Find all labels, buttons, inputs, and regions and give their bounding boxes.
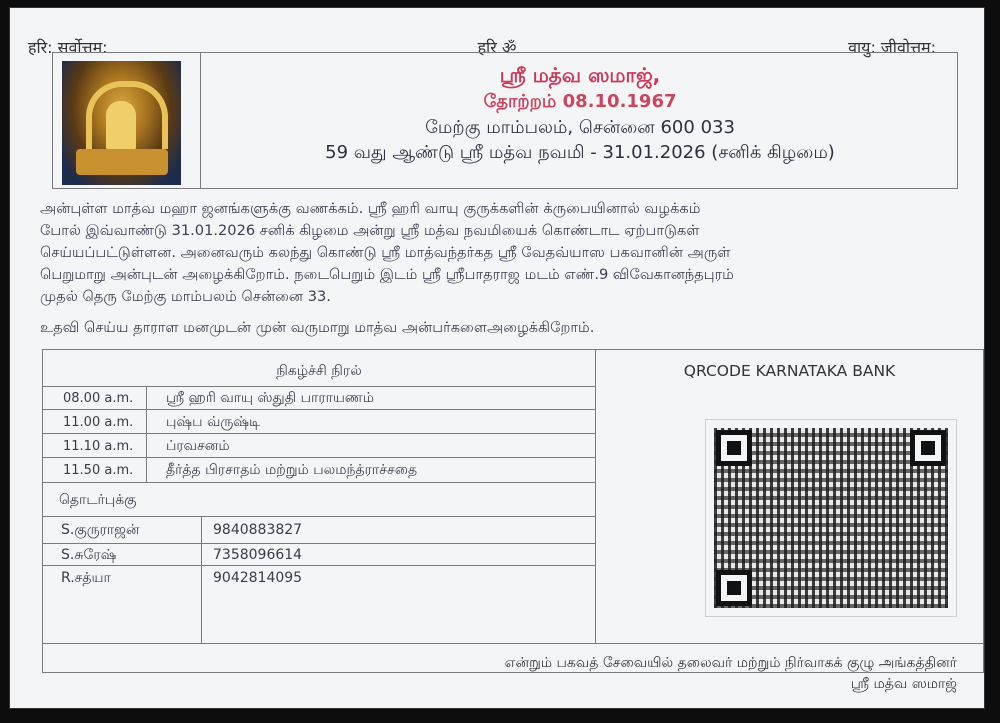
paragraph-line: போல் இவ்வாண்டு 31.01.2026 சனிக் கிழமை அன்று ஸ்ரீ மத்வ நவமியைக் கொண்டாட ஏற்பாடுகள் [40, 222, 700, 239]
footer-line: என்றும் பகவத் சேவையில் தலைவர் மற்றும் நிர்வாகக் குழு அங்கத்தினர் [504, 655, 957, 671]
contact-phone: 9840883827 [213, 522, 303, 538]
contacts-title: தொடர்புக்கு [59, 492, 137, 508]
header-center: हरि ॐ [477, 38, 517, 57]
paragraph-line: முதல் தெரு மேற்கு மாம்பலம் சென்னை 33. [40, 288, 331, 305]
footer-signature: ஸ்ரீ மத்வ ஸமாஜ் [850, 676, 957, 692]
appeal-text: உதவி செய்ய தாராள மனமுடன் முன் வருமாறு மாத்வ அன்பர்களைஅழைக்கிறோம். [40, 319, 595, 336]
contact-name: S.குருராஜன் [61, 522, 140, 538]
schedule-event: புஷ்ப வ்ருஷ்டி [166, 414, 261, 430]
schedule-time: 11.00 a.m. [63, 415, 134, 430]
contact-phone: 7358096614 [213, 547, 303, 563]
header-left: हरि: सर्वोत्तम: [28, 38, 108, 57]
paragraph-line: அன்புள்ள மாத்வ மஹா ஜனங்களுக்கு வணக்கம். ஸ்ரீ ஹரி வாயு குருக்களின் க்ருபையினால் வழக்கம் [40, 200, 701, 217]
schedule-event: ஸ்ரீ ஹரி வாயு ஸ்துதி பாராயணம் [166, 390, 374, 406]
schedule-title: நிகழ்ச்சி நிரல் [276, 363, 362, 379]
location: மேற்கு மாம்பலம், சென்னை 600 033 [425, 117, 735, 138]
deity-photo [62, 61, 181, 185]
paragraph-line: பெறுமாறு அன்புடன் அழைக்கிறோம். நடைபெறும் இடம் ஸ்ரீ ஸ்ரீபாதராஜ மடம் எண்.9 விவேகானந்தபுரம் [40, 266, 734, 283]
header-right: वायु: जीवोत्तम: [848, 38, 936, 57]
invitation-card [10, 8, 984, 708]
schedule-time: 11.50 a.m. [63, 463, 134, 478]
qr-title: QRCODE KARNATAKA BANK [683, 362, 896, 380]
qr-code[interactable] [706, 420, 956, 616]
paragraph-line: செய்யப்பட்டுள்ளன. அனைவரும் கலந்து கொண்டு ஸ்ரீ மாத்வந்தர்கத ஸ்ரீ வேதவ்யாஸ பகவானின் அருள் [40, 244, 731, 261]
contact-name: R.சத்யா [61, 570, 111, 586]
contact-phone: 9042814095 [213, 570, 303, 586]
org-name: ஸ்ரீ மத்வ ஸமாஜ், [499, 63, 661, 87]
banner-box [52, 52, 958, 189]
details-table [42, 349, 984, 692]
invitation-paragraph [40, 198, 952, 308]
schedule-time: 08.00 a.m. [63, 391, 134, 406]
schedule-event: தீர்த்த பிரசாதம் மற்றும் பலமந்த்ராச்சதை [166, 462, 418, 478]
schedule-time: 11.10 a.m. [63, 439, 134, 454]
schedule-event: ப்ரவசனம் [166, 438, 230, 454]
established-date: தோற்றம் 08.10.1967 [483, 91, 677, 112]
event-line: 59 வது ஆண்டு ஸ்ரீ மத்வ நவமி - 31.01.2026 (சனிக் கிழமை) [325, 142, 835, 163]
banner-text [203, 53, 957, 165]
contact-name: S.சுரேஷ் [61, 547, 117, 563]
